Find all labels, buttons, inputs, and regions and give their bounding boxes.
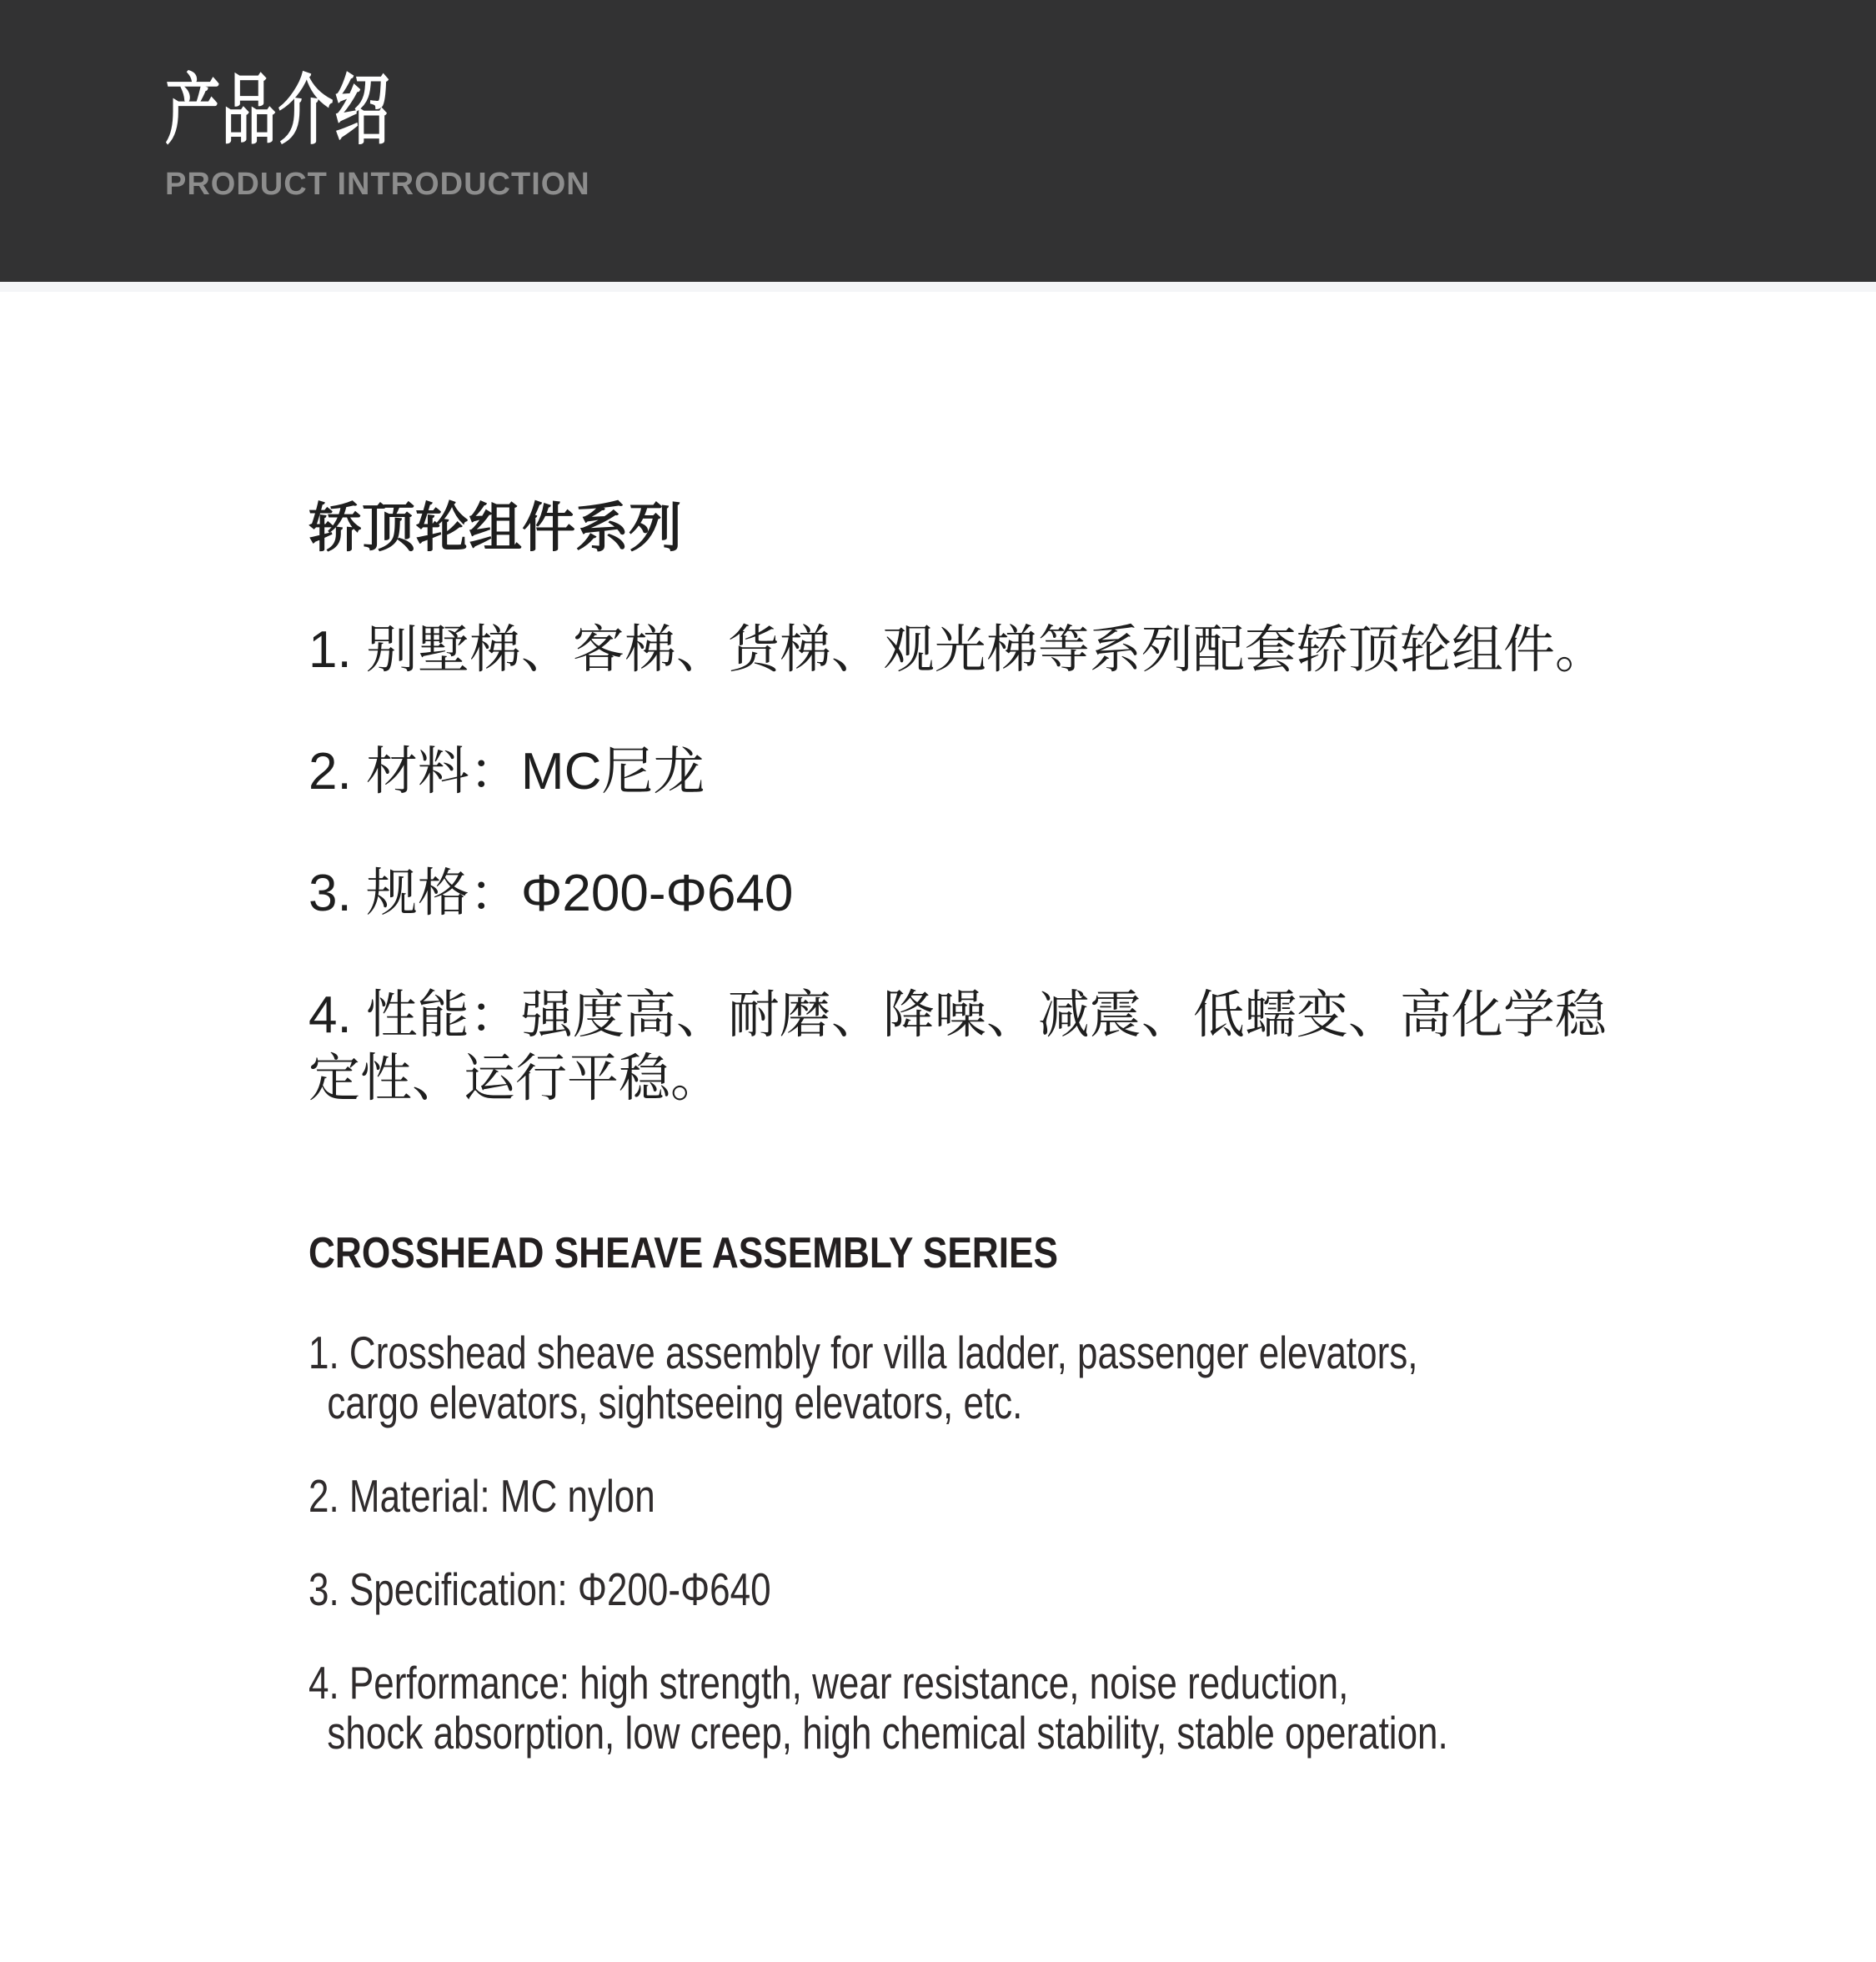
zh-section-heading: 轿顶轮组件系列 — [308, 498, 682, 558]
en-list-item-2 — [308, 1471, 1726, 1521]
en-section-heading: CROSSHEAD SHEAVE ASSEMBLY SERIES — [308, 1229, 1058, 1277]
en-item-4-line-1: 4. Performance: high strength, wear resistance, noise reduction, — [308, 1657, 1349, 1709]
section-en — [308, 1227, 1726, 1758]
page-title-zh: 产品介绍 — [165, 68, 391, 153]
zh-list-item-1 — [308, 619, 1726, 682]
header-band — [0, 0, 1876, 282]
en-list-item-4 — [308, 1658, 1726, 1758]
en-item-2-line: 2. Material: MC nylon — [308, 1470, 655, 1522]
section-zh — [308, 496, 1726, 1111]
en-list-item-3 — [308, 1564, 1726, 1614]
en-list-item-1 — [308, 1327, 1726, 1428]
en-item-4-line-2: shock absorption, low creep, high chemical stability, stable operation. — [327, 1707, 1448, 1759]
header-divider — [0, 282, 1876, 292]
en-item-1-line-1: 1. Crosshead sheave assembly for villa ladder, passenger elevators, — [308, 1327, 1418, 1378]
page-title-en: PRODUCT INTRODUCTION — [165, 167, 590, 202]
zh-list-item-2 — [308, 740, 1726, 804]
zh-list-item-4 — [308, 984, 1726, 1111]
zh-item-1-line: 1. 别墅梯、客梯、货梯、观光梯等系列配套轿顶轮组件。 — [308, 621, 1607, 679]
content — [0, 496, 1876, 1758]
zh-item-2-line: 2. 材料：MC尼龙 — [308, 743, 705, 800]
zh-item-4-line-2: 定性、运行平稳。 — [308, 1050, 723, 1107]
zh-list-item-3 — [308, 862, 1726, 926]
zh-item-4-line-1: 4. 性能：强度高、耐磨、降噪、减震、低蠕变、高化学稳 — [308, 986, 1607, 1044]
zh-item-3-line: 3. 规格：Φ200-Φ640 — [308, 865, 794, 922]
en-item-1-line-2: cargo elevators, sightseeing elevators, etc. — [327, 1377, 1023, 1428]
en-item-3-line: 3. Specification: Φ200-Φ640 — [308, 1563, 771, 1615]
